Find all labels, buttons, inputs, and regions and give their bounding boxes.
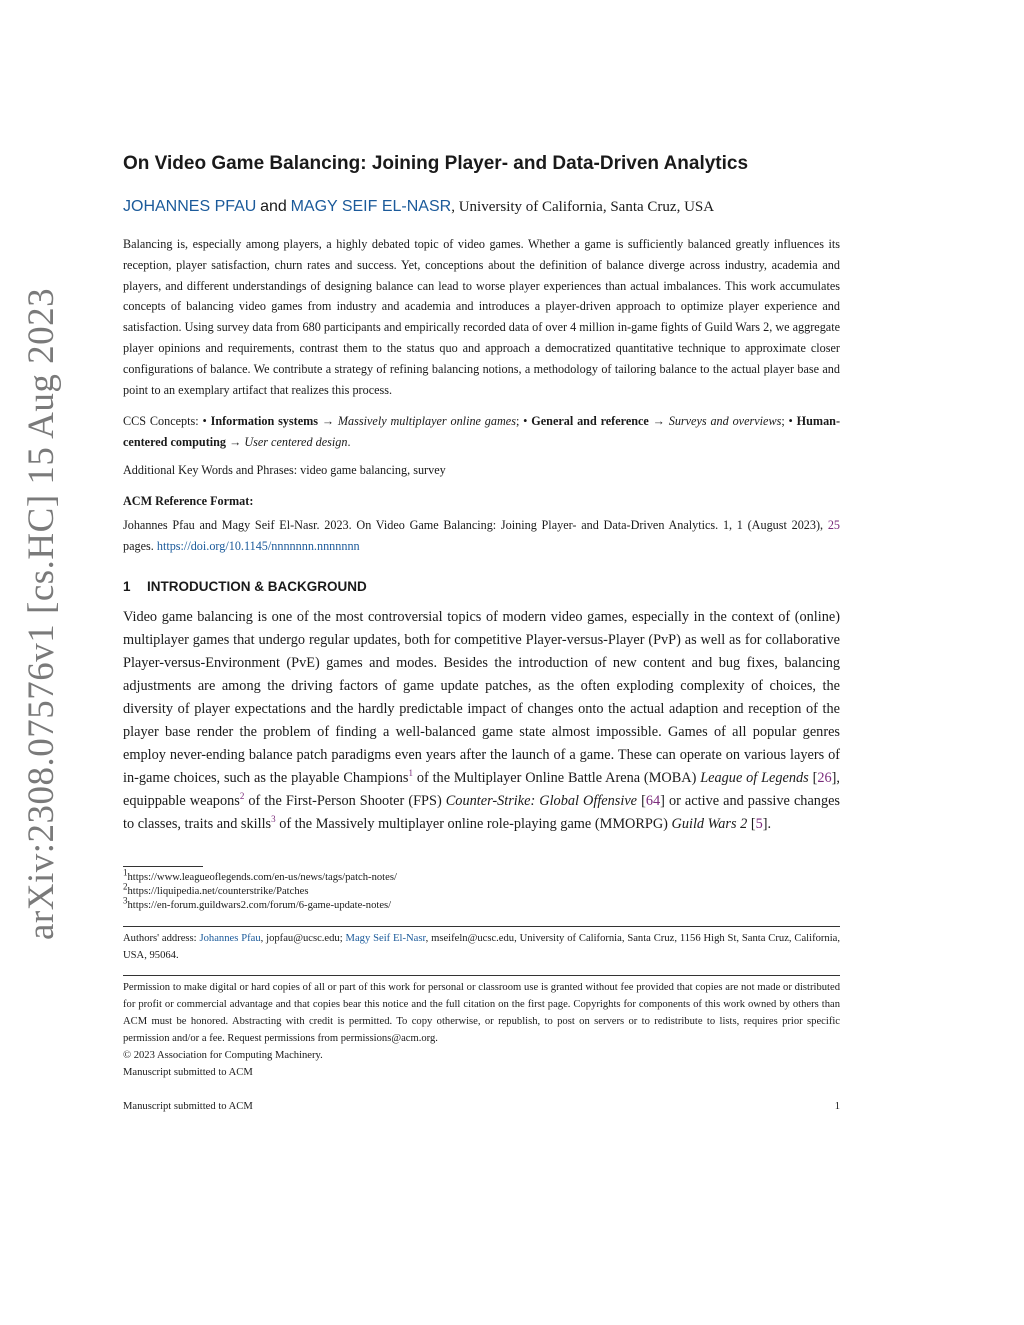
keywords: Additional Key Words and Phrases: video game balancing, survey xyxy=(123,463,446,477)
page-footer xyxy=(123,1101,840,1112)
acm-reference-text: Johannes Pfau and Magy Seif El-Nasr. 2023. On Video Game Balancing: Joining Player- and Data-Driven Analytics. 1, 1 (August 2023), xyxy=(123,518,828,532)
game-title: Counter-Strike: Global Offensive xyxy=(445,793,638,809)
footnotes xyxy=(123,867,840,913)
arxiv-identifier: arXiv:2308.07576v1 [cs.HC] 15 Aug 2023 xyxy=(21,287,62,940)
footnote-1 xyxy=(123,867,840,885)
address-email: , mseifeln@ucsc.edu, University of California, Santa Cruz, 1156 High St, Santa Cruz, California, USA, 95064. xyxy=(123,933,841,961)
footnote-2 xyxy=(123,881,840,899)
intro-text: of the First-Person Shooter (FPS) xyxy=(244,793,446,809)
ccs-arrow: → xyxy=(226,435,245,449)
game-title: League of Legends xyxy=(700,770,809,786)
intro-text: [ xyxy=(637,793,646,809)
intro-text: [ xyxy=(808,770,818,786)
author-conjunction: and xyxy=(260,198,287,215)
author-affiliation: , University of California, Santa Cruz, USA xyxy=(451,199,715,215)
footnote-ref-3[interactable]: 3 xyxy=(271,814,276,825)
footnote-ref-2[interactable]: 2 xyxy=(239,791,245,802)
citation-26[interactable]: 26 xyxy=(817,770,832,786)
ccs-end: . xyxy=(347,435,351,449)
citation-64[interactable]: 64 xyxy=(645,793,661,809)
citation-5[interactable]: 5 xyxy=(755,816,763,832)
page-count-link[interactable]: 25 xyxy=(827,518,840,532)
footnote-url[interactable]: https://www.leagueoflegends.com/en-us/news/tags/patch-notes/ xyxy=(127,872,397,883)
pages-word: pages. xyxy=(123,539,157,553)
address-author-link-pfau[interactable]: Johannes Pfau xyxy=(199,933,261,944)
footnote-ref-1[interactable]: 1 xyxy=(408,768,413,779)
author-line xyxy=(123,198,840,216)
footnote-number: 2 xyxy=(123,881,128,892)
author-link-pfau[interactable]: JOHANNES PFAU xyxy=(123,198,257,215)
authors-address xyxy=(123,930,840,964)
intro-text: Video game balancing is one of the most controversial topics of modern video games, especially in the context of (online) multiplayer games that undergo regular updates, both for competitive Player-versus-Player (PvP) as well as for collaborative Player-versus-Environment (PvE) games and modes. Besides the introduction of new content and bug fixes, balancing adjustments are among the driving factors of game update patches, as the often exploding complexity of choices, the diversity of player expectations and the hardly predictable impact of changes onto the actual adaption and reception of the player base render the problem of finding a well-balanced game state almost impossible. Games of all popular genres employ never-ending balance patch paradigms even years after the launch of a game. These can operate on various layers of in-game choices, such as the playable Champions xyxy=(123,609,840,786)
author-link-seif-el-nasr[interactable]: MAGY SEIF EL-NASR xyxy=(290,198,452,215)
copyright-block xyxy=(123,1047,323,1081)
ccs-subconcept-3: User centered design xyxy=(244,435,348,449)
ccs-separator: ; • xyxy=(515,414,532,428)
doi-link[interactable]: https://doi.org/10.1145/nnnnnnn.nnnnnnn xyxy=(156,539,360,553)
ccs-arrow: → xyxy=(648,414,669,428)
ccs-arrow: → xyxy=(318,414,338,428)
permission-divider xyxy=(123,975,840,976)
intro-text: ] or active and passive changes to classes, traits and skills xyxy=(123,793,840,832)
game-title: Guild Wars 2 xyxy=(671,816,748,832)
footnote-number: 3 xyxy=(123,895,128,906)
ccs-concept-1: Information systems xyxy=(210,414,319,428)
address-label: Authors' address: xyxy=(123,933,200,944)
intro-text: [ xyxy=(747,816,756,832)
ccs-concept-2: General and reference xyxy=(531,414,649,428)
footnote-url[interactable]: https://liquipedia.net/counterstrike/Patches xyxy=(127,886,309,897)
section-heading xyxy=(123,579,367,594)
address-email: , jopfau@ucsc.edu; xyxy=(260,933,346,944)
intro-paragraph xyxy=(123,606,840,836)
acm-reference xyxy=(123,515,840,557)
copyright-line: © 2023 Association for Computing Machinery. xyxy=(123,1050,323,1061)
permission-notice: Permission to make digital or hard copies of all or part of this work for personal or classroom use is granted without fee provided that copies are not made or distributed for profit or commercial advantage and that copies bear this notice and the full citation on the first page. Copyrights for components of this work owned by others than ACM must be honored. Abstracting with credit is permitted. To copy otherwise, or republish, to post on servers or to redistribute to lists, requires prior specific permission and/or a fee. Request permissions from permissions@acm.org. xyxy=(123,982,840,1044)
ccs-separator: ; • xyxy=(781,414,797,428)
section-number: 1 xyxy=(123,579,131,594)
intro-text: of the Massively multiplayer online role-playing game (MMORPG) xyxy=(275,816,672,832)
intro-text: ], equippable weapons xyxy=(123,770,840,809)
manuscript-line: Manuscript submitted to ACM xyxy=(123,1067,253,1078)
ccs-concepts xyxy=(123,411,840,453)
page-number: 1 xyxy=(834,1101,840,1112)
intro-text: ]. xyxy=(762,816,772,832)
footnote-divider xyxy=(123,866,203,867)
ccs-subconcept-1: Massively multiplayer online games xyxy=(337,414,516,428)
section-title: INTRODUCTION & BACKGROUND xyxy=(147,579,367,594)
footnote-url[interactable]: https://en-forum.guildwars2.com/forum/6-game-update-notes/ xyxy=(127,900,392,911)
address-author-link-seif-el-nasr[interactable]: Magy Seif El-Nasr xyxy=(345,933,426,944)
footnote-3 xyxy=(123,895,840,913)
abstract: Balancing is, especially among players, a highly debated topic of video games. Whether a game is sufficiently balanced greatly influences its reception, player satisfaction, churn rates and success. Yet, conceptions about the definition of balance diverge across industry, academia and players, and different understandings of designing balance can lead to worse player experiences than actual imbalances. This work accumulates concepts of balancing video games from industry and academia and introduces a player-driven approach to optimize player experience and satisfaction. Using survey data from 680 participants and empirically recorded data of over 4 million in-game fights of Guild Wars 2, we aggregate player opinions and requirements, contrast them to the status quo and approach a democratized quantitative technique to approximate closer configurations of balance. We contribute a strategy of refining balancing notions, a methodology of tailoring balance to the actual player base and point to an exemplary artifact that realizes this process. xyxy=(123,237,840,397)
ccs-label: CCS Concepts: • xyxy=(123,414,211,428)
footer-venue: Manuscript submitted to ACM xyxy=(123,1101,253,1112)
footnote-number: 1 xyxy=(123,867,128,878)
address-divider xyxy=(123,926,840,927)
ccs-subconcept-2: Surveys and overviews xyxy=(668,414,782,428)
acm-reference-heading: ACM Reference Format: xyxy=(123,494,254,508)
ccs-concept-3: Human-centered computing xyxy=(123,414,841,449)
paper-title: On Video Game Balancing: Joining Player- and Data-Driven Analytics xyxy=(123,153,749,174)
intro-text: of the Multiplayer Online Battle Arena (MOBA) xyxy=(412,770,701,786)
